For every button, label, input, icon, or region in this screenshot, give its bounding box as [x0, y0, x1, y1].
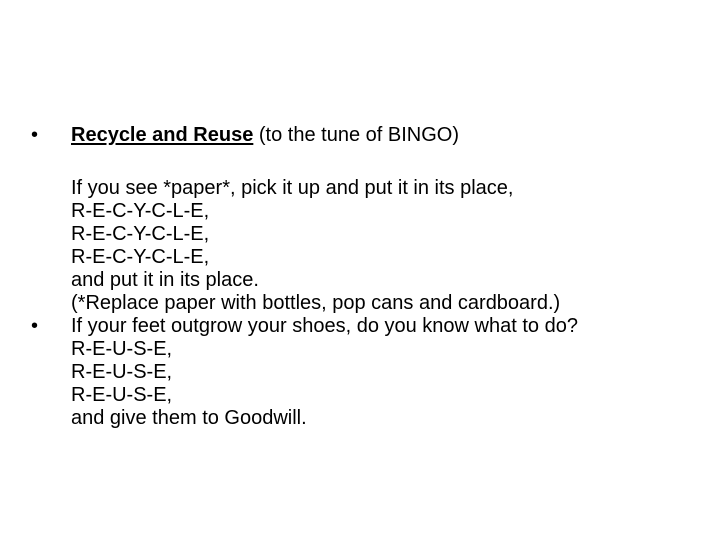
- reuse-line-4: R-E-U-S-E,: [71, 384, 173, 406]
- bullet-item-reuse: [30, 315, 700, 338]
- recycle-line-4: R-E-C-Y-C-L-E,: [71, 246, 210, 268]
- recycle-line-1: If you see *paper*, pick it up and put it in its place,: [71, 177, 514, 199]
- recycle-line-5: and put it in its place.: [71, 269, 259, 291]
- reuse-line-5: and give them to Goodwill.: [71, 407, 307, 429]
- song-subtitle: (to the tune of BINGO): [253, 124, 459, 146]
- song-title-line: [71, 124, 700, 147]
- reuse-line-2: R-E-U-S-E,: [71, 338, 173, 360]
- reuse-line-1: If your feet outgrow your shoes, do you know what to do?: [71, 315, 578, 337]
- slide-content: [30, 124, 700, 430]
- recycle-line-2: R-E-C-Y-C-L-E,: [71, 200, 210, 222]
- recycle-line-6: (*Replace paper with bottles, pop cans and cardboard.): [71, 292, 561, 314]
- spacer: [30, 147, 700, 177]
- song-title: Recycle and Reuse: [71, 124, 254, 146]
- bullet-item-recycle-title: [30, 124, 700, 147]
- recycle-line-3: R-E-C-Y-C-L-E,: [71, 223, 210, 245]
- bullet-icon: •: [31, 124, 39, 146]
- reuse-line-3: R-E-U-S-E,: [71, 361, 173, 383]
- bullet-icon: •: [31, 315, 39, 337]
